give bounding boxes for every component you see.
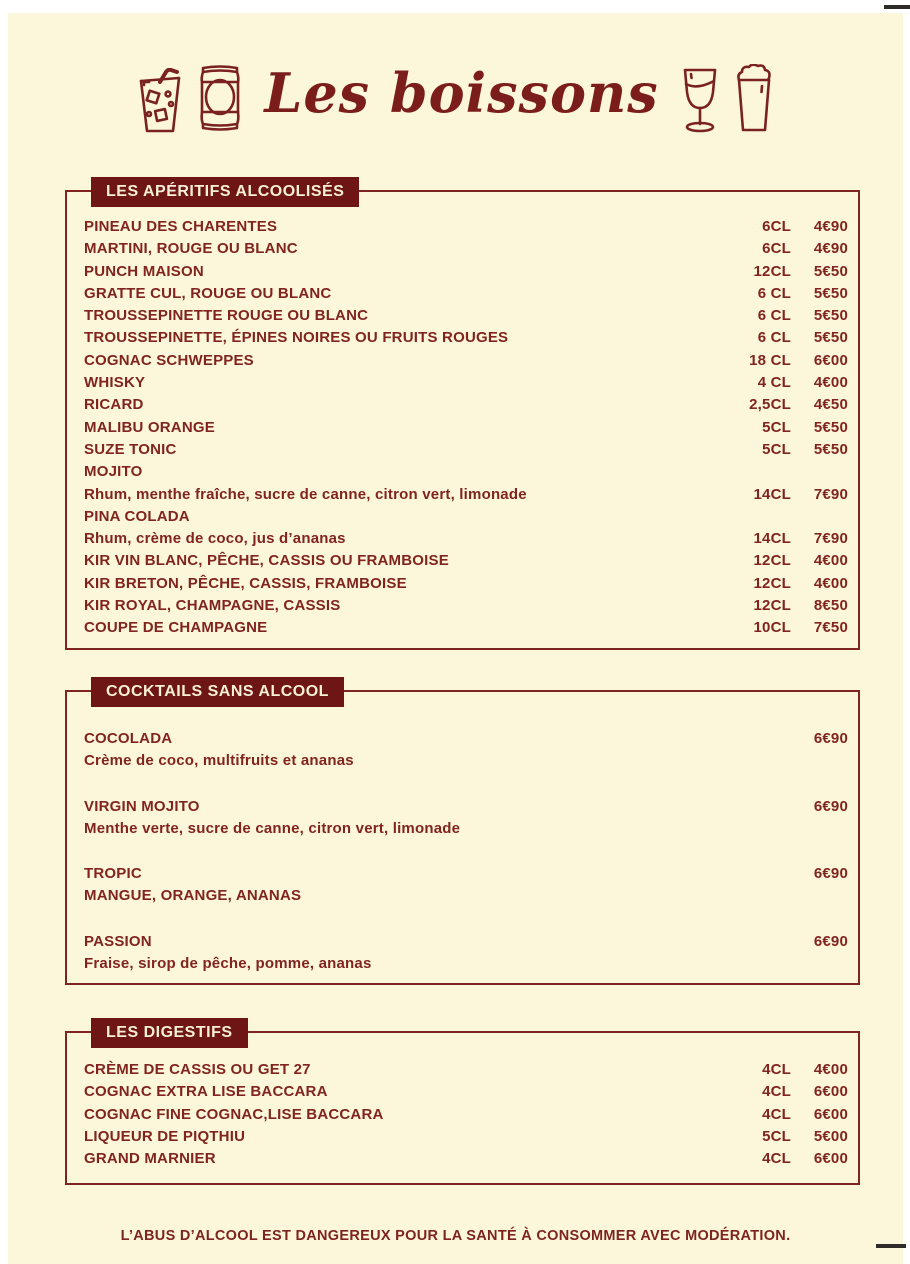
item-name: PUNCH MAISON xyxy=(84,262,204,280)
menu-item-row xyxy=(67,350,858,372)
item-description: Fraise, sirop de pêche, pomme, ananas xyxy=(84,955,372,973)
menu-item-group xyxy=(67,863,858,908)
menu-item-row xyxy=(67,796,858,818)
menu-item-row xyxy=(67,506,858,528)
section-cocktails xyxy=(65,683,860,985)
section-body-cocktails xyxy=(67,728,858,998)
item-name: Rhum, menthe fraîche, sucre de canne, citron vert, limonade xyxy=(84,485,527,503)
section-aperitifs xyxy=(65,183,860,650)
item-volume: 6 CL xyxy=(757,329,791,347)
item-name: GRAND MARNIER xyxy=(84,1150,216,1168)
item-volume: 5CL xyxy=(762,418,791,436)
item-name: MARTINI, ROUGE OU BLANC xyxy=(84,240,298,258)
item-volume: 5CL xyxy=(762,1127,791,1145)
item-name: MALIBU ORANGE xyxy=(84,418,215,436)
item-price: 7€50 xyxy=(813,619,848,637)
item-name: COGNAC FINE COGNAC,LISE BACCARA xyxy=(84,1105,384,1123)
item-name: WHISKY xyxy=(84,374,146,392)
item-volume: 4CL xyxy=(762,1083,791,1101)
item-description: Menthe verte, sucre de canne, citron vert, limonade xyxy=(84,819,461,837)
item-volume: 4CL xyxy=(762,1105,791,1123)
item-volume: 14CL xyxy=(753,485,791,503)
item-price: 4€90 xyxy=(813,240,848,258)
menu-item-row xyxy=(67,550,858,572)
wine-glass-icon xyxy=(679,68,721,134)
item-name: PASSION xyxy=(84,932,152,950)
item-volume: 4CL xyxy=(762,1061,791,1078)
item-price: 6€90 xyxy=(813,932,848,950)
item-name: TROUSSEPINETTE ROUGE OU BLANC xyxy=(84,307,369,325)
item-name: SUZE TONIC xyxy=(84,440,177,458)
item-price: 5€50 xyxy=(813,284,848,302)
menu-item-row xyxy=(67,528,858,550)
soda-can-icon xyxy=(196,60,244,134)
item-price: 7€90 xyxy=(813,485,848,503)
item-name: TROUSSEPINETTE, ÉPINES NOIRES OU FRUITS ROUGES xyxy=(84,329,509,347)
menu-item-row xyxy=(67,305,858,327)
item-name: MOJITO xyxy=(84,463,143,481)
item-volume: 12CL xyxy=(753,574,791,592)
menu-item-row xyxy=(67,595,858,617)
item-price: 4€50 xyxy=(813,396,848,414)
section-body-digestifs xyxy=(67,1059,858,1170)
section-title-digestifs: LES DIGESTIFS xyxy=(91,1018,248,1048)
item-price: 6€00 xyxy=(813,351,848,369)
menu-item-row xyxy=(67,216,858,238)
item-volume: 12CL xyxy=(753,262,791,280)
item-volume: 12CL xyxy=(753,597,791,615)
menu-item-row xyxy=(67,728,858,750)
menu-item-row xyxy=(67,394,858,416)
menu-item-row xyxy=(67,439,858,461)
page-title: Les boissons xyxy=(264,61,659,125)
item-price: 7€90 xyxy=(813,530,848,548)
item-price: 6€00 xyxy=(813,1150,848,1168)
section-title-cocktails: COCKTAILS SANS ALCOOL xyxy=(91,677,344,707)
item-name: Rhum, crème de coco, jus d’ananas xyxy=(84,530,346,548)
item-price: 4€00 xyxy=(813,374,848,392)
item-price: 4€00 xyxy=(813,552,848,570)
menu-item-row xyxy=(67,1126,858,1148)
item-name: KIR ROYAL, CHAMPAGNE, CASSIS xyxy=(84,597,341,615)
menu-item-row xyxy=(67,238,858,260)
item-description-row xyxy=(67,818,858,840)
menu-item-group xyxy=(67,931,858,976)
menu-item-row xyxy=(67,1081,858,1103)
menu-header xyxy=(8,60,903,134)
item-name: TROPIC xyxy=(84,865,142,883)
item-price: 6€90 xyxy=(813,730,848,747)
section-title-aperitifs: LES APÉRITIFS ALCOOLISÉS xyxy=(91,177,359,207)
item-name: COGNAC SCHWEPPES xyxy=(84,351,254,369)
section-digestifs xyxy=(65,1024,860,1185)
item-price: 8€50 xyxy=(813,597,848,615)
menu-item-row xyxy=(67,283,858,305)
item-volume: 6CL xyxy=(762,240,791,258)
top-right-mark xyxy=(884,5,910,9)
item-description: Crème de coco, multifruits et ananas xyxy=(84,752,354,770)
item-name: KIR VIN BLANC, PÊCHE, CASSIS OU FRAMBOISE xyxy=(84,552,449,570)
menu-page xyxy=(8,13,903,1264)
item-name: LIQUEUR DE PIQTHIU xyxy=(84,1127,246,1145)
item-price: 5€00 xyxy=(813,1127,848,1145)
section-body-aperitifs xyxy=(67,216,858,640)
menu-item-row xyxy=(67,461,858,483)
item-name: COGNAC EXTRA LISE BACCARA xyxy=(84,1083,328,1101)
bottom-right-mark xyxy=(876,1244,906,1248)
beer-glass-icon xyxy=(735,64,773,134)
menu-item-row xyxy=(67,1148,858,1170)
item-price: 5€50 xyxy=(813,329,848,347)
item-name: COCOLADA xyxy=(84,730,173,747)
item-price: 5€50 xyxy=(813,440,848,458)
item-name: PINEAU DES CHARENTES xyxy=(84,218,278,235)
item-volume: 6 CL xyxy=(757,307,791,325)
menu-item-row xyxy=(67,1104,858,1126)
item-price: 6€90 xyxy=(813,797,848,815)
menu-item-row xyxy=(67,417,858,439)
item-volume: 5CL xyxy=(762,440,791,458)
item-description: MANGUE, ORANGE, ANANAS xyxy=(84,887,302,905)
menu-item-row xyxy=(67,372,858,394)
item-name: RICARD xyxy=(84,396,144,414)
item-volume: 6 CL xyxy=(757,284,791,302)
item-description-row xyxy=(67,885,858,907)
menu-item-row xyxy=(67,1059,858,1081)
menu-item-row xyxy=(67,617,858,639)
item-name: VIRGIN MOJITO xyxy=(84,797,200,815)
item-name: KIR BRETON, PÊCHE, CASSIS, FRAMBOISE xyxy=(84,574,407,592)
item-price: 4€00 xyxy=(813,1061,848,1078)
item-price: 5€50 xyxy=(813,418,848,436)
menu-item-row xyxy=(67,863,858,885)
item-price: 6€00 xyxy=(813,1083,848,1101)
item-volume: 18 CL xyxy=(749,351,791,369)
item-volume: 2,5CL xyxy=(749,396,791,414)
item-volume: 4 CL xyxy=(757,374,791,392)
item-price: 5€50 xyxy=(813,307,848,325)
menu-item-row xyxy=(67,484,858,506)
item-price: 6€90 xyxy=(813,865,848,883)
item-volume: 14CL xyxy=(753,530,791,548)
item-price: 6€00 xyxy=(813,1105,848,1123)
item-name: PINA COLADA xyxy=(84,507,190,525)
item-price: 4€90 xyxy=(813,218,848,235)
menu-item-group xyxy=(67,796,858,841)
menu-item-row xyxy=(67,261,858,283)
item-name: COUPE DE CHAMPAGNE xyxy=(84,619,268,637)
item-volume: 12CL xyxy=(753,552,791,570)
menu-item-group xyxy=(67,728,858,773)
alcohol-warning-text: L’ABUS D’ALCOOL EST DANGEREUX POUR LA SANTÉ À CONSOMMER AVEC MODÉRATION. xyxy=(120,1228,791,1244)
item-description-row xyxy=(67,750,858,772)
item-volume: 10CL xyxy=(753,619,791,637)
item-volume: 6CL xyxy=(762,218,791,235)
item-price: 5€50 xyxy=(813,262,848,280)
menu-item-row xyxy=(67,327,858,349)
item-description-row xyxy=(67,953,858,975)
menu-item-row xyxy=(67,931,858,953)
item-name: CRÈME DE CASSIS OU GET 27 xyxy=(84,1061,311,1078)
item-volume: 4CL xyxy=(762,1150,791,1168)
menu-item-row xyxy=(67,573,858,595)
item-price: 4€00 xyxy=(813,574,848,592)
item-name: GRATTE CUL, ROUGE OU BLANC xyxy=(84,284,332,302)
cocktail-glass-icon xyxy=(138,68,182,134)
